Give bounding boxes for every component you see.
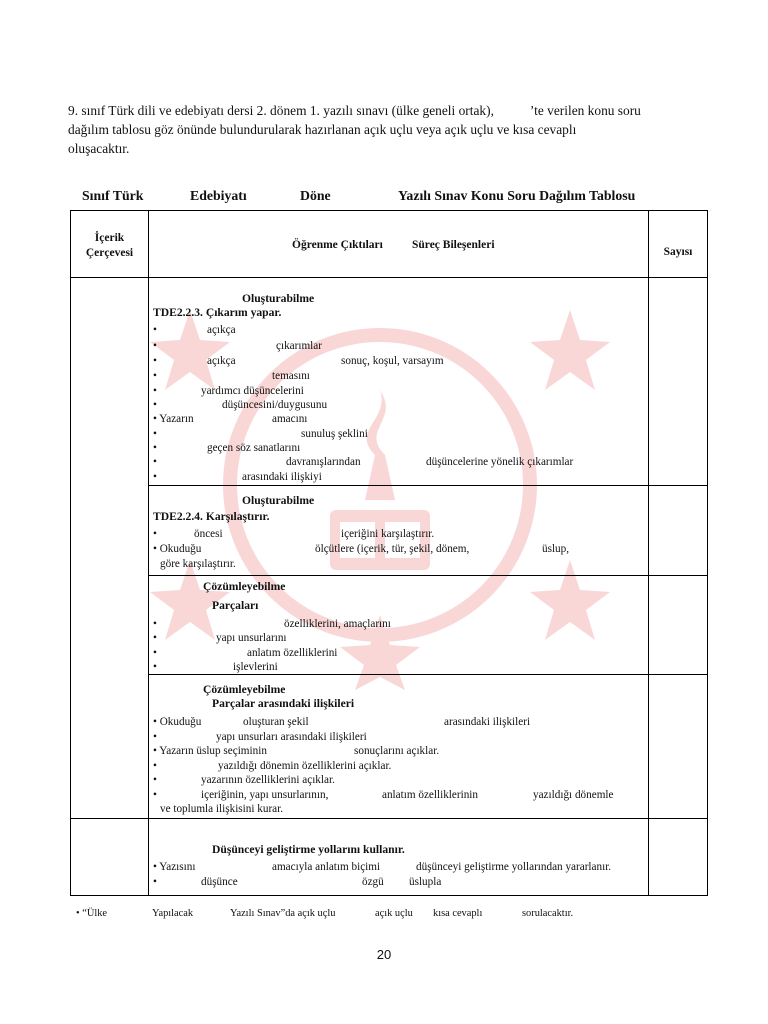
- s4-fragment-3a: • Yazarın üslup seçiminin: [153, 745, 267, 757]
- s1-fragment-4: temasını: [272, 370, 310, 382]
- bullet: •: [153, 456, 157, 468]
- bullet: •: [153, 528, 157, 540]
- intro-line-1-end: ’te verilen konu soru: [529, 103, 641, 118]
- s2-fragment-3: göre karşılaştırır.: [160, 558, 236, 570]
- s4-reader: • Okuduğu: [153, 716, 202, 728]
- s1-fragment-11: arasındaki ilişkiyi: [242, 471, 322, 483]
- s5-fragment-1a: amacıyla anlatım biçimi: [272, 861, 381, 873]
- s2-fragment-1b: içeriğini karşılaştırır.: [341, 528, 435, 540]
- table-border-left: [70, 210, 71, 896]
- bullet: •: [153, 471, 157, 483]
- footnote-part-f: sorulacaktır.: [522, 908, 574, 919]
- header-count: Sayısı: [663, 246, 693, 258]
- section3-heading: Çözümleyebilme: [203, 580, 286, 593]
- table-border-bottom: [70, 895, 708, 896]
- s2-fragment-1a: öncesi: [194, 528, 223, 540]
- title-word-2: Edebiyatı: [190, 188, 247, 203]
- intro-line-1-text: 9. sınıf Türk dili ve edebiyatı dersi 2. dönem 1. yazılı sınavı (ülke geneli ortak),: [68, 103, 494, 118]
- bullet: •: [153, 399, 157, 411]
- bullet: •: [153, 774, 157, 786]
- bullet: •: [153, 428, 157, 440]
- s4-fragment-4: yazıldığı dönemin özelliklerini açıklar.: [218, 760, 392, 772]
- bullet: •: [153, 789, 157, 801]
- intro-line-1: [68, 101, 708, 120]
- s5-writing: • Yazısını: [153, 861, 196, 873]
- s1-fragment-10b: düşüncelerine yönelik çıkarımlar: [426, 456, 574, 468]
- s1-fragment-6: düşüncesini/duygusunu: [222, 399, 328, 411]
- table-border-top: [70, 210, 708, 211]
- intro-line-2: dağılım tablosu göz önünde bulundurularak hazırlanan açık uçlu veya açık uçlu ve kısa cevaplı: [68, 122, 577, 137]
- section3-sub: Parçaları: [212, 599, 259, 612]
- header-process-components: Süreç Bileşenleri: [412, 239, 495, 251]
- s5-fragment-1b: düşünceyi geliştirme yollarından yararlanır.: [416, 861, 612, 873]
- bullet: •: [153, 760, 157, 772]
- section2-code: TDE2.2.4. Karşılaştırır.: [153, 510, 270, 523]
- header-col1-line2: Çerçevesi: [85, 247, 134, 259]
- s3-fragment-1: özelliklerini, amaçlarını: [284, 618, 391, 630]
- table-header-bottom: [70, 277, 708, 278]
- bullet: •: [153, 355, 157, 367]
- section5-heading: Düşünceyi geliştirme yollarını kullanır.: [212, 843, 405, 856]
- intro-line-3: oluşacaktır.: [68, 141, 130, 156]
- intro-paragraph: [68, 101, 708, 158]
- s4-fragment-5: yazarının özelliklerini açıklar.: [201, 774, 335, 786]
- s5-fragment-2a: düşünce: [201, 876, 238, 888]
- bullet: •: [153, 324, 157, 336]
- bullet: •: [153, 876, 157, 888]
- header-col1-line1: İçerik: [94, 232, 125, 244]
- footnote-part-a: • “Ülke: [76, 908, 108, 919]
- bullet: •: [153, 618, 157, 630]
- s4-fragment-2: yapı unsurları arasındaki ilişkileri: [216, 731, 367, 743]
- s2-fragment-2a: ölçütlere (içerik, tür, şekil, dönem,: [315, 543, 470, 555]
- s4-fragment-6c: yazıldığı dönemle: [533, 789, 614, 801]
- column-divider-1: [148, 210, 149, 896]
- row-divider-1: [148, 485, 708, 486]
- section1-code: TDE2.2.3. Çıkarım yapar.: [153, 306, 282, 319]
- s1-fragment-3a: açıkça: [207, 355, 236, 367]
- row-divider-3: [148, 674, 708, 675]
- s4-fragment-3b: sonuçlarını açıklar.: [354, 745, 440, 757]
- section1-heading: Oluşturabilme: [242, 292, 315, 305]
- s4-fragment-6a: içeriğinin, yapı unsurlarının,: [201, 789, 329, 801]
- s4-fragment-1a: oluşturan şekil: [243, 716, 309, 728]
- s1-fragment-9: geçen söz sanatlarını: [207, 442, 301, 454]
- bullet: •: [153, 632, 157, 644]
- bullet: •: [153, 661, 157, 673]
- s1-writer: • Yazarın: [153, 413, 194, 425]
- s1-fragment-7: amacını: [272, 413, 308, 425]
- bullet: •: [153, 647, 157, 659]
- page-number: 20: [376, 947, 392, 962]
- s5-fragment-2c: üslupla: [409, 876, 442, 888]
- section2-heading: Oluşturabilme: [242, 494, 315, 507]
- row-divider-2: [148, 575, 708, 576]
- header-learning-outcomes: Öğrenme Çıktıları: [292, 239, 383, 251]
- section4-sub: Parçalar arasındaki ilişkileri: [212, 697, 355, 710]
- s1-fragment-8: sunuluş şeklini: [301, 428, 368, 440]
- s3-fragment-2: yapı unsurlarını: [216, 632, 287, 644]
- s1-fragment-10a: davranışlarından: [286, 456, 361, 468]
- s2-reader: • Okuduğu: [153, 543, 202, 555]
- s5-fragment-2b: özgü: [362, 876, 384, 888]
- footnote-part-d: açık uçlu: [375, 908, 413, 919]
- footnote-part-b: Yapılacak: [152, 908, 194, 919]
- bullet: •: [153, 385, 157, 397]
- column-divider-2: [648, 210, 649, 896]
- s3-fragment-3: anlatım özelliklerini: [247, 647, 338, 659]
- bullet: •: [153, 442, 157, 454]
- s1-fragment-5: yardımcı düşüncelerini: [201, 385, 304, 397]
- title-word-3: Döne: [300, 188, 331, 203]
- s4-fragment-1b: arasındaki ilişkileri: [444, 716, 531, 728]
- title-word-4: Yazılı Sınav Konu Soru Dağılım Tablosu: [398, 188, 636, 203]
- row-divider-4: [70, 818, 708, 819]
- s1-fragment-1: açıkça: [207, 324, 236, 336]
- bullet: •: [153, 370, 157, 382]
- footnote-part-e: kısa cevaplı: [433, 908, 483, 919]
- s3-fragment-4: işlevlerini: [233, 661, 278, 673]
- s4-fragment-6b: anlatım özelliklerinin: [382, 789, 478, 801]
- bullet: •: [153, 340, 157, 352]
- bullet: •: [153, 731, 157, 743]
- s4-fragment-7: ve toplumla ilişkisini kurar.: [160, 803, 284, 815]
- table-border-right: [707, 210, 708, 896]
- section4-heading: Çözümleyebilme: [203, 683, 286, 696]
- title-word-1: Sınıf Türk: [82, 188, 144, 203]
- footnote-part-c: Yazılı Sınav”da açık uçlu: [230, 908, 336, 919]
- s1-fragment-2: çıkarımlar: [276, 340, 322, 352]
- s2-fragment-2b: üslup,: [542, 543, 570, 555]
- header-content-frame: [71, 231, 148, 261]
- s1-fragment-3b: sonuç, koşul, varsayım: [341, 355, 444, 367]
